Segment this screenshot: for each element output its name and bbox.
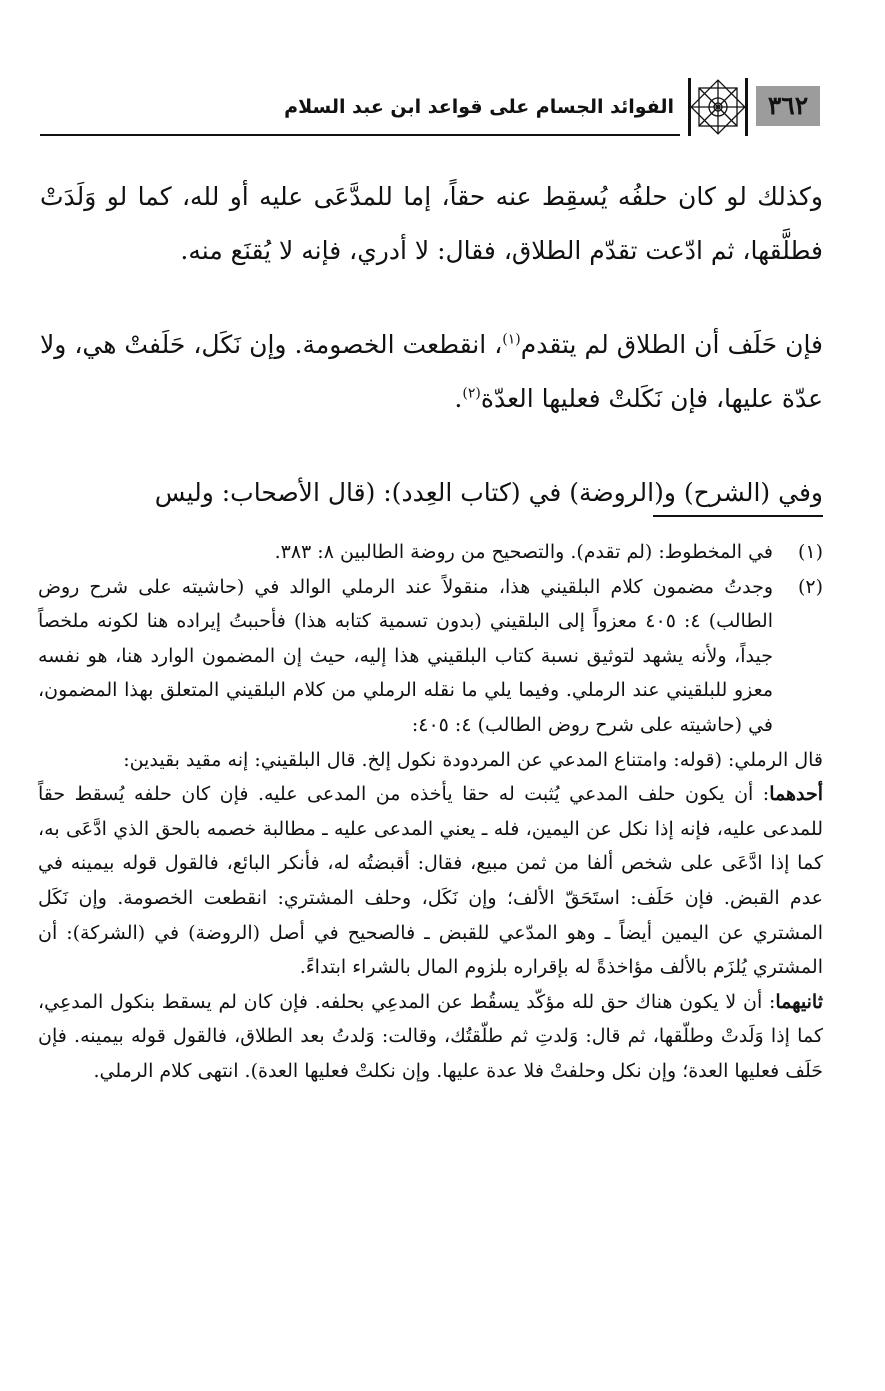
- condition-first-lead: أحدهما: [769, 783, 823, 806]
- condition-first: [38, 777, 823, 985]
- paragraph-2-part-c: .: [454, 384, 463, 413]
- footnote-ref-1[interactable]: (١): [502, 331, 521, 348]
- paragraph-2: [40, 318, 823, 426]
- footnote-1: [38, 535, 823, 570]
- paragraph-2-part-b: ، انقطعت الخصومة. وإن نَكَل، حَلَفتْ هي، ولا عدّة عليها، فإن نَكَلتْ فعليها العدّة: [40, 330, 823, 413]
- paragraph-2-part-a: فإن حَلَف أن الطلاق لم يتقدم: [520, 330, 824, 359]
- footnote-divider: [653, 515, 823, 517]
- star-ornament-icon: [688, 78, 748, 136]
- footnotes: [38, 535, 823, 1089]
- footnote-2-text: وجدتُ مضمون كلام البلقيني هذا، منقولاً عند الرملي الوالد في (حاشيته على شرح روض الطالب) ٤: ٤٠٥ معزواً إلى البلقيني (بدون تسمية كتابه هذا) فأحببتُ إيراده هنا لكونه ملخصاً جيداً، ولأنه يشهد لتوثيق نسبة كتاب البلقيني هذا إليه، حيث إن المضمون الوارد هنا، هو نفسه معزو للبلقيني عند الرملي. وفيما يلي ما نقله الرملي من كلام البلقيني المتعلق بهذا المضمون، في (حاشيته على شرح روض الطالب) ٤: ٤٠٥:: [38, 575, 773, 736]
- running-title: الفوائد الجسام على قواعد ابن عبد السلام: [284, 96, 674, 118]
- header-rule: [40, 134, 680, 136]
- footnote-2-number: (٢): [797, 575, 823, 598]
- main-text: [40, 170, 823, 520]
- condition-second: [38, 985, 823, 1089]
- quote-intro: قال الرملي: (قوله: وامتناع المدعي عن المردودة نكول إلخ. قال البلقيني: إنه مقيد بقيدين:: [123, 748, 823, 771]
- footnote-2: [38, 570, 823, 743]
- condition-first-text: : أن يكون حلف المدعي يُثبت له حقا يأخذه من المدعى عليه. فإن كان حلفه يُسقط حقاً للمدعى عليه، فإنه إذا نكل عن اليمين، فله ـ يعني المدعى عليه ـ مطالبة خصمه بالحق الذي ادَّعَى به، كما إذا ادَّعَى على شخص ألفا من ثمن مبيع، فقال: أقبضتُه له، فأنكر البائع، فالقول قوله بيمينه في عدم القبض. فإن حَلَف: استَحَقّ الألف؛ وإن نَكَل، وحلف المشتري: انقطعت الخصومة. وإن نَكَل المشتري عن اليمين أيضاً ـ وهو المدّعي للقبض ـ فالصحيح في أصل (الروضة) في (الشركة): أن المشتري يُلزَم بالألف مؤاخذةً له بإقراره بلزوم المال بالشراء ابتداءً.: [38, 783, 823, 979]
- footnote-1-text: في المخطوط: (لم تقدم). والتصحيح من روضة الطالبين ٨: ٣٨٣.: [274, 541, 773, 563]
- paragraph-3: وفي (الشرح) و(الروضة) في (كتاب العِدد): (قال الأصحاب: وليس: [154, 478, 823, 507]
- condition-second-text: : أن لا يكون هناك حق لله مؤكّد يسقُط عن المدعِي بحلفه. فإن كان لم يسقط بنكول المدعِي، كما إذا وَلَدتْ وطلّقها، ثم قال: وَلدتِ ثم طلّقتُك، وقالت: وَلدتُ بعد الطلاق، فالقول قوله بيمينه. فإن حَلَف فعليها العدة؛ وإن نكل وحلفتْ فلا عدة عليها. وإن نكلتْ فعليها العدة). انتهى كلام الرملي.: [38, 990, 823, 1082]
- footnote-ref-2[interactable]: (٢): [462, 385, 481, 402]
- page-header: [40, 78, 820, 140]
- paragraph-1: وكذلك لو كان حلفُه يُسقِط عنه حقاً، إما للمدَّعَى عليه أو لله، كما لو وَلَدَتْ فطلَّقها، ثم ادّعت تقدّم الطلاق، فقال: لا أدري، فإنه لا يُقنَع منه.: [40, 182, 823, 265]
- condition-second-lead: ثانيهما: [775, 990, 823, 1013]
- footnote-1-number: (١): [797, 541, 823, 563]
- page-number: ٣٦٢: [756, 86, 820, 126]
